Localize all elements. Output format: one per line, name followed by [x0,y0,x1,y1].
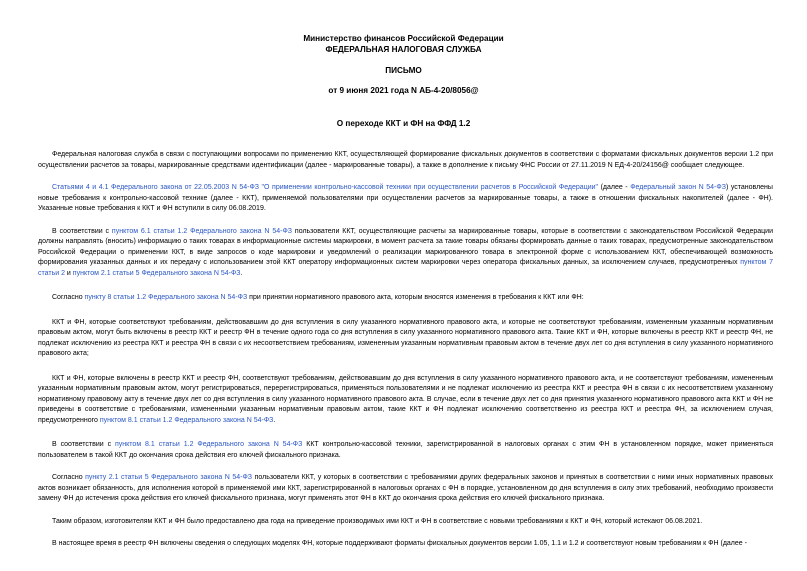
law-link-54fz[interactable]: Федеральный закон N 54-ФЗ [630,184,726,191]
document-subject: О переходе ККТ и ФН на ФФД 1.2 [336,119,471,128]
service-name: ФЕДЕРАЛЬНАЯ НАЛОГОВАЯ СЛУЖБА [325,44,482,54]
paragraph-1: Федеральная налоговая служба в связи с поступающими вопросами по применению ККТ, осуществляющей формирование фискальных документов в соответствии с форматами фискальных документов версии 1.2 при осуществлении расчетов за товары, маркированные средствами идентификации (далее - маркированные товары), а также в дополнение к письму ФНС России от 27.11.2019 N ЕД-4-20/24156@ сообщает следующее. [38,151,773,169]
paragraph-text: пользователи ККТ, осуществляющие расчеты за маркированные товары, которые в соответствии с законодательством Российской Федерации должны направлять (вносить) информацию о таких товарах в информационные системы маркировки, в момент расчета за такие товары обязаны формировать данные о таких товарах, предусмотренные законодательством Российской Федерации о применении ККТ, в виде запросов о коде маркировки и уведомлений о реализации маркированного товара в электронной форме с использованием ККТ, обеспечивающей возможность формирования указанных данных и их передачу с использованием этой ККТ оператору информационных систем маркировки через оператора фискальных данных, за исключением случаев, предусмотренных [38,227,774,266]
paragraph-5: ККТ и ФН, которые соответствуют требованиям, действовавшим до дня вступления в силу указанного нормативного правового акта, и которые не соответствуют требованиям, измененным указанным нормативным правовым актом, могут быть включены в реестр ККТ и реестр ФН в течение одного года со дня вступления в силу указанного нормативного правового акта. Такие ККТ и ФН, которые включены в реестр ККТ и реестр ФН, не подлежат исключению из реестра ККТ и реестра ФН в связи с их несоответствием требованиям, измененным указанным нормативным правовым актом в течение двух лет со дня вступления в силу указанного нормативного правового акта; [38,318,773,357]
law-link-p8-art1-2[interactable]: пункту 8 статьи 1.2 Федерального закона N 54-ФЗ [84,294,248,301]
document-type: ПИСЬМО [385,66,422,75]
paragraph-7 [38,440,773,461]
paragraph-text: В соответствии с [52,441,115,448]
paragraph-8 [38,473,773,505]
paragraph-6 [38,374,773,427]
paragraph-text: Согласно [52,294,85,301]
paragraph-10: В настоящее время в реестр ФН включены сведения о следующих моделях ФН, которые поддерживают форматы фискальных документов версии 1.05, 1.1 и 1.2 и соответствуют новым требованиям к ФН (далее - [52,540,747,547]
document-date-number: от 9 июня 2021 года N АБ-4-20/8056@ [328,86,479,95]
law-link-p8-1-art1-2-b[interactable]: пунктом 8.1 статьи 1.2 Федерального закона N 54-ФЗ [115,441,303,448]
paragraph-text: ККТ контрольно-кассовой техники, зарегистрированной в налоговых органах с этим ФН в установленном порядке, может применяться пользователем в такой ККТ до окончания срока действия его ключей фискального признака. [38,441,773,459]
paragraph-text: ) установлены новые требования к контрольно-кассовой технике (далее - ККТ), применяемой пользователями при осуществлении расчетов за маркированные товары, а также в отношении фискальных накопителей (далее - ФН). Указанные новые требования к ККТ и ФН вступили в силу 06.08.2019. [38,184,773,212]
paragraph-text: . [240,269,243,277]
paragraph-3 [38,227,773,280]
law-link-p6-1-art1-2[interactable]: пунктом 6.1 статьи 1.2 Федерального закона N 54-ФЗ [111,227,293,235]
paragraph-4 [38,293,773,304]
paragraph-text: . [273,416,276,424]
paragraph-text: ККТ и ФН, которые включены в реестр ККТ и реестр ФН, соответствуют требованиям, действовавшим до дня вступления в силу указанного нормативного правового акта, и не соответствуют требованиям, измененным указанным нормативным правовым актом, могут регистрироваться, перерегистрироваться, применяться пользователями и не подлежат исключению из реестра ККТ и реестра ФН в связи с их несоответствием указанному нормативному правовому акту в течение двух лет со дня вступления в силу указанного нормативного правового акта. В случае, если в течение двух лет со дня принятия указанного нормативного правового акта ККТ и ФН не приведены в соответствие с требованиями, измененными указанным нормативным правовым актом, такие ККТ и ФН подлежат исключению соответственно из реестра ККТ и реестра ФН, за исключением случая, предусмотренного [38,374,773,424]
paragraph-text: при принятии нормативного правового акта, которым вносятся изменения в требования к ККТ или ФН: [247,294,584,301]
document-body [38,150,773,562]
ministry-name: Министерство финансов Российской Федерации [303,34,504,43]
law-link-articles-4-4-1[interactable]: Статьями 4 и 4.1 Федерального закона от 22.05.2003 N 54-ФЗ "О применении контрольно-кассовой техники при осуществлении расчетов в Российской Федерации" [52,184,599,191]
paragraph-text: Согласно [52,474,86,481]
paragraph-text: (далее - [598,184,631,191]
paragraph-text: В соответствии с [52,227,112,235]
document-header [0,34,807,128]
paragraph-text: пользователи ККТ, у которых в соответствии с требованиями других федеральных законов и принятых в соответствии с ними иных нормативных правовых актов возникает обязанность, для исполнения которой в применяемой ими ККТ, зарегистрированной в налоговых органах с ФН в порядке, установленном до дня вступления в силу этих требований, необходимо произвести замену ФН до истечения срока действия его ключей фискального признака, могут применять этот ФН в ККТ до окончания срока действия его ключей фискального признака. [38,474,773,502]
law-link-p8-1-art1-2[interactable]: пунктом 8.1 статьи 1.2 Федерального закона N 54-ФЗ [99,416,274,424]
law-link-p2-1-art5[interactable]: пунктом 2.1 статьи 5 Федерального закона N 54-ФЗ [72,269,241,277]
law-link-p2-1-art5-b[interactable]: пункту 2.1 статьи 5 Федерального закона N 54-ФЗ [85,474,253,481]
law-link-p7-art2[interactable]: пунктом 7 статьи 2 [38,259,773,277]
paragraph-2 [38,183,773,215]
paragraph-text: и [64,269,73,277]
paragraph-9: Таким образом, изготовителям ККТ и ФН было предоставлено два года на приведение производимых ими ККТ и ФН в соответствие с новыми требованиями к ККТ и ФН, который истекают 06.08.2021. [52,517,703,525]
